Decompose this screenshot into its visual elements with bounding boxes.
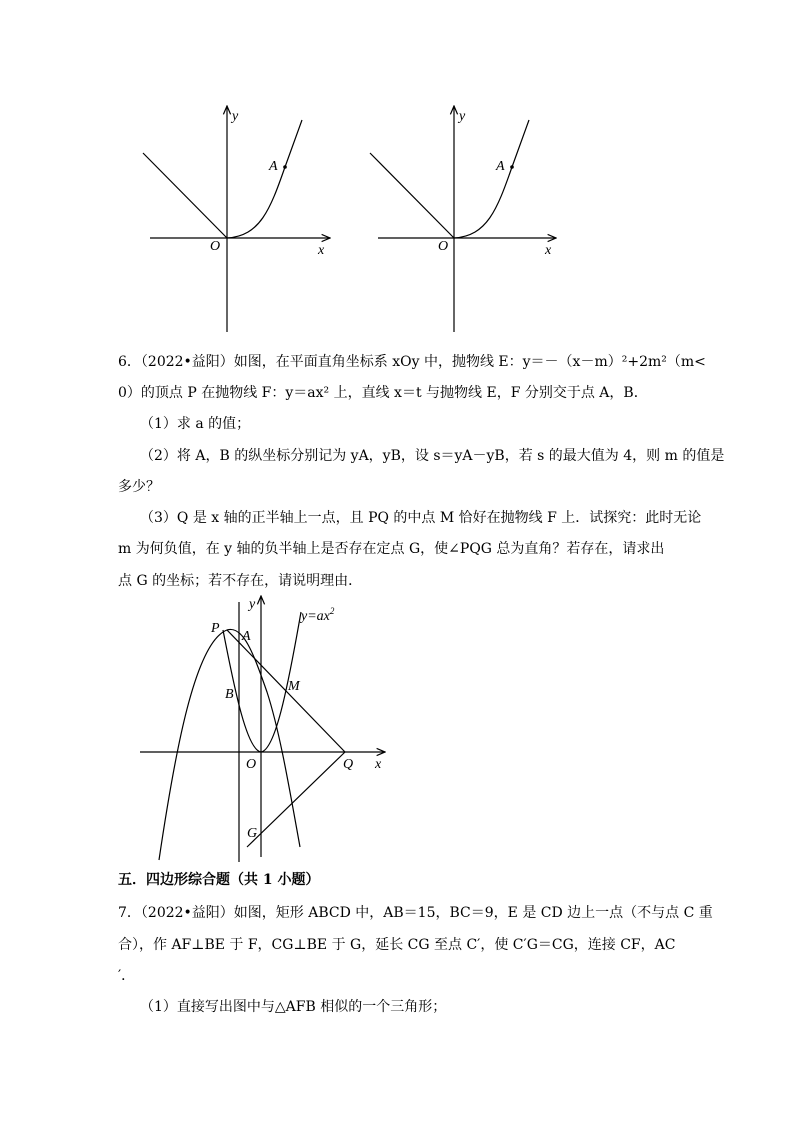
q6-line-1: 6．（2022•益阳）如图，在平面直角坐标系 xOy 中，抛物线 E：y＝－（x－m）²+2m²（m< <box>118 354 706 370</box>
y-label: y <box>232 109 239 124</box>
q6-line-5: 多少？ <box>118 479 160 495</box>
q6-figure <box>135 592 395 864</box>
label-o: O <box>246 757 257 772</box>
q6-line-7: m 为何负值，在 y 轴的负半轴上是否存在定点 G，使∠PQG 总为直角？若存在，请求出 <box>118 541 665 557</box>
q7-line-4: （1）直接写出图中与△AFB 相似的一个三角形； <box>140 999 447 1015</box>
label-m: M <box>288 679 300 694</box>
label-b: B <box>225 687 234 702</box>
line-branch <box>143 153 227 238</box>
curve-branch <box>454 120 529 238</box>
segment-pq <box>227 630 345 752</box>
label-y: y <box>249 597 256 612</box>
x-label: x <box>318 243 325 258</box>
point-a-dot <box>510 165 514 169</box>
q6-line-8: 点 G 的坐标；若不存在，请说明理由． <box>118 573 363 589</box>
label-g: G <box>247 826 258 841</box>
point-a-label: A <box>269 159 278 174</box>
point-a-label: A <box>496 159 505 174</box>
line-branch <box>370 153 454 238</box>
segment-qg <box>247 752 345 847</box>
q7-line-1: 7．（2022•益阳）如图，矩形 ABCD 中，AB＝15，BC＝9，E 是 CD 边上一点（不与点 C 重 <box>118 905 713 921</box>
x-label: x <box>545 243 552 258</box>
curve-branch <box>227 120 302 238</box>
origin-label: O <box>438 239 449 254</box>
origin-label: O <box>210 239 221 254</box>
section-5-heading: 五．四边形综合题（共 1 小题） <box>118 872 320 888</box>
q7-line-2: 合），作 AF⊥BE 于 F，CG⊥BE 于 G，延长 CG 至点 C′，使 C′G＝CG，连接 CF，AC <box>118 937 676 953</box>
label-q: Q <box>343 757 354 772</box>
top-figure-right <box>368 100 568 335</box>
label-curve: $y=ax^2$ <box>301 606 335 624</box>
point-a-dot <box>283 165 287 169</box>
q6-line-3: （1）求 a 的值； <box>140 416 251 432</box>
q6-line-2: 0）的顶点 P 在抛物线 F：y＝ax² 上，直线 x＝t 与抛物线 E，F 分别交于点 A，B． <box>118 385 648 401</box>
q6-line-4: （2）将 A，B 的纵坐标分别记为 yA，yB，设 s＝yA－yB，若 s 的最大值为 4，则 m 的值是 <box>140 448 725 464</box>
y-label: y <box>459 109 466 124</box>
label-a: A <box>242 629 251 644</box>
q6-line-6: （3）Q 是 x 轴的正半轴上一点，且 PQ 的中点 M 恰好在抛物线 F 上．试探究：此时无论 <box>140 510 702 526</box>
q7-line-3: ′． <box>118 968 136 984</box>
top-figure-left <box>140 100 340 335</box>
label-x: x <box>375 757 382 772</box>
label-p: P <box>211 621 220 636</box>
